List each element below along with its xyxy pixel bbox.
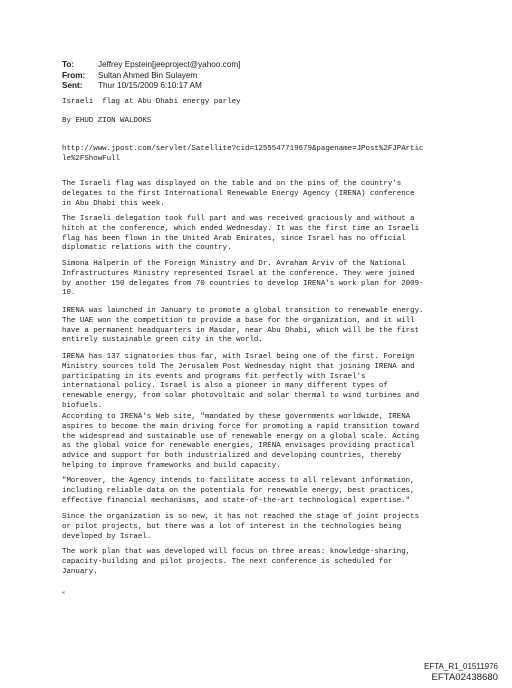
- article-url: http://www.jpost.com/servlet/Satellite?cid=1255547719679&pagename=JPost%2FJPArtic le%2FShowFull: [62, 145, 424, 163]
- end-mark: «: [62, 590, 66, 596]
- to-row: [62, 60, 240, 71]
- article-paragraph: IRENA has 137 signatories thus far, with Israel being one of the first. Foreign Ministry sources told The Jerusalem Post Wednesday night that joining IRENA and participating in its events and programs fit perfectly with Israel's international policy. Israel is also a pioneer in many different types of renewable energy, from solar photovoltaic and solar thermal to wind turbines and biofuels.: [62, 353, 420, 410]
- sent-label: Sent:: [62, 81, 83, 91]
- footer-doc-id: EFTA_R1_01511976: [424, 662, 498, 671]
- footer-bates-number: EFTA02438680: [431, 672, 498, 683]
- to-label: To:: [62, 60, 75, 69]
- email-header: [62, 60, 240, 92]
- article-paragraph: Since the organization is so new, it has not reached the stage of joint projects or pilot projects, but there was a lot of interest in the technologies being developed by Israel.: [62, 513, 420, 541]
- from-label: From:: [62, 70, 86, 80]
- from-value: Sultan Ahmed Bin Sulayem: [98, 70, 198, 80]
- from-row: [62, 71, 240, 82]
- article-paragraph: According to IRENA's Web site, "mandated by these governments worldwide, IRENA aspires to become the main driving force for promoting a rapid transition toward the widespread and sustainable use of renewable energy on a global scale. Acting as the global voice for renewable energies, IRENA envisages providing practical advice and support for both industrialized and developing countries, thereby helping to improve frameworks and build capacity.: [62, 413, 420, 470]
- sent-row: [62, 81, 240, 92]
- subject-line: Israeli flag at Abu Dhabi energy parley: [62, 98, 241, 106]
- byline: By EHUD ZION WALDOKS: [62, 117, 152, 125]
- article-paragraph: "Moreover, the Agency intends to facilitate access to all relevant information, including reliable data on the potentials for renewable energy, best practices, effective financial mechanisms, and state-of-the-art technological expertise.": [62, 477, 415, 505]
- sent-value: Thur 10/15/2009 6:10:17 AM: [98, 81, 202, 91]
- article-paragraph: The work plan that was developed will focus on three areas: knowledge-sharing, capacity-building and pilot projects. The next conference is scheduled for January.: [62, 548, 411, 576]
- article-paragraph: The Israeli flag was displayed on the table and on the pins of the country's delegates to the first International Renewable Energy Agency (IRENA) conference in Abu Dhabi this week.: [62, 180, 415, 208]
- article-paragraph: The Israeli delegation took full part and was received graciously and without a hitch at the conference, which ended Wednesday. It was the first time an Israeli flag has been flown in the United Arab Emirates, since Israel has no official diplomatic relations with the country.: [62, 215, 420, 253]
- to-value: Jeffrey Epstein[jeeproject@yahoo.com]: [98, 60, 241, 69]
- article-paragraph: Simona Halperin of the Foreign Ministry and Dr. Avraham Arviv of the National Infrastructures Ministry represented Israel at the conference. They were joined by another 150 delegates from 70 countries to develop IRENA's work plan for 2009- 10.: [62, 260, 424, 298]
- article-paragraph: IRENA was launched in January to promote a global transition to renewable energy. The UAE won the competition to provide a base for the organization, and it will have a permanent headquarters in Masdar, near Abu Dhabi, which will be the first entirely sustainable green city in the world.: [62, 307, 424, 345]
